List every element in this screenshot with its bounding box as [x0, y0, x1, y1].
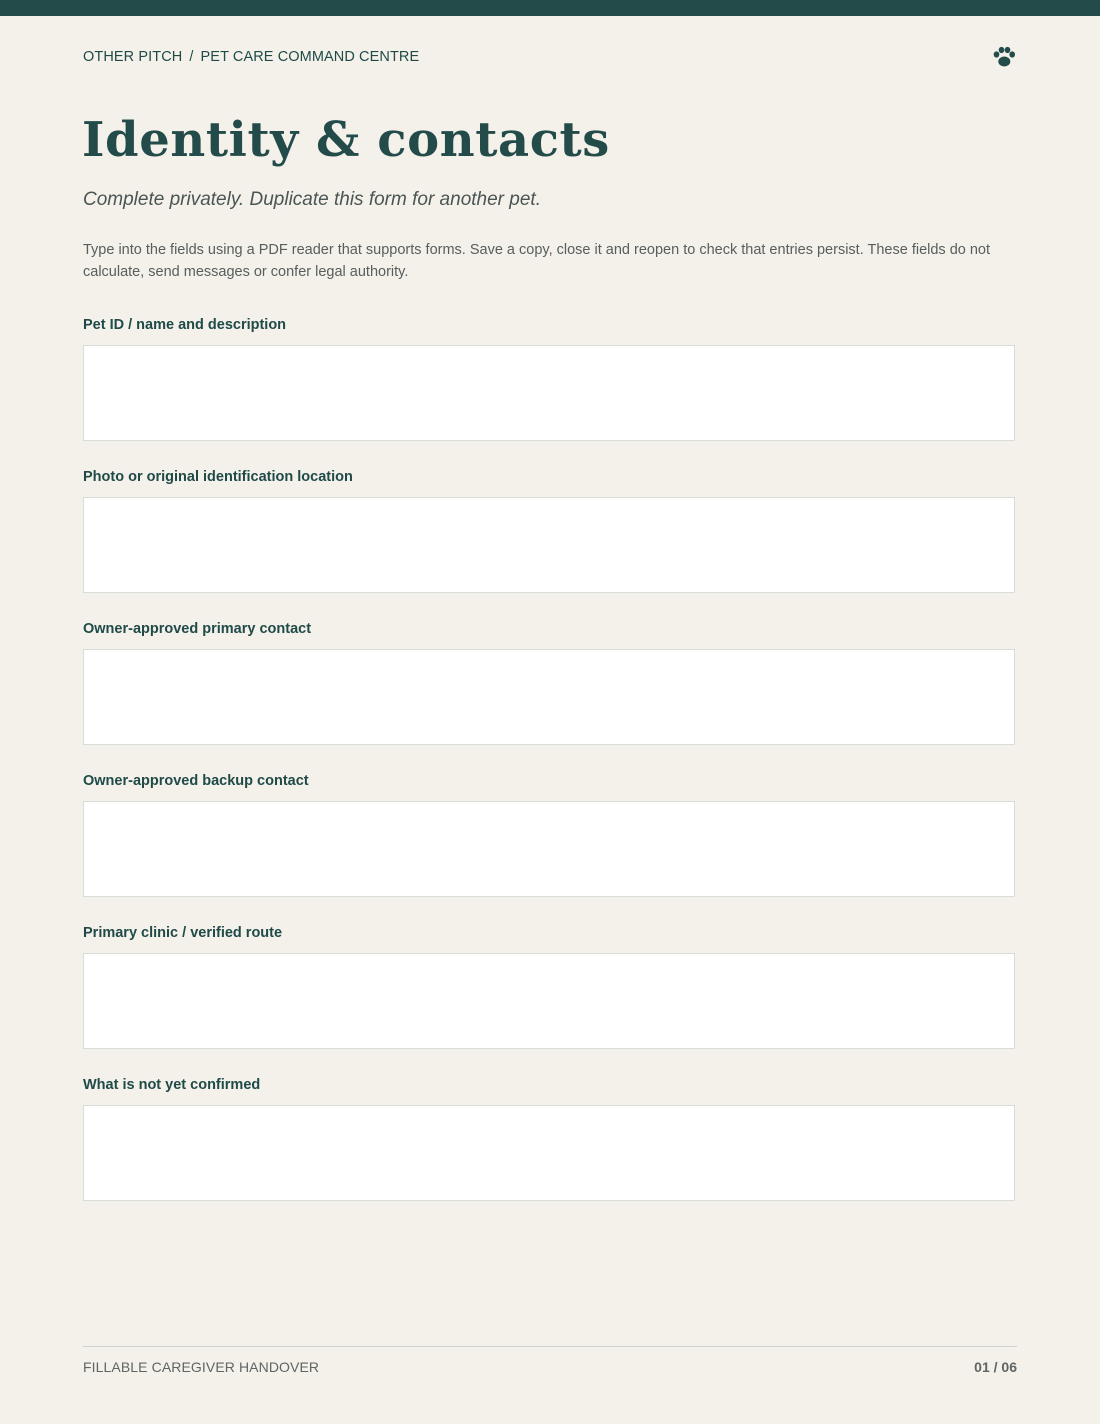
- primary-clinic-input[interactable]: [83, 953, 1015, 1049]
- field-label: Primary clinic / verified route: [83, 925, 283, 941]
- field-pet-id: [83, 315, 1017, 335]
- breadcrumb-item-pet-care-command-centre: PET CARE COMMAND CENTRE: [200, 49, 420, 65]
- field-label: Owner-approved primary contact: [83, 621, 312, 637]
- backup-contact-input[interactable]: [83, 801, 1015, 897]
- field-label: Photo or original identification location: [83, 469, 353, 485]
- page-number: 01 / 06: [974, 1359, 1017, 1375]
- pet-id-input[interactable]: [83, 345, 1015, 441]
- field-primary-contact: [83, 619, 1017, 639]
- field-photo-location: [83, 467, 1017, 487]
- paw-icon: [991, 46, 1017, 68]
- intro-text: Type into the fields using a PDF reader that supports forms. Save a copy, close it and reopen to check that entries persist. These fields do not calculate, send messages or confer legal authority.: [83, 242, 991, 280]
- footer-divider: [83, 1346, 1017, 1347]
- breadcrumb: [83, 49, 419, 65]
- field-label: Owner-approved backup contact: [83, 773, 309, 789]
- top-accent-bar: [0, 0, 1100, 16]
- field-label: Pet ID / name and description: [83, 317, 287, 333]
- page-title: Identity & contacts: [82, 112, 610, 168]
- breadcrumb-item-other-pitch: OTHER PITCH: [83, 49, 183, 65]
- field-label: What is not yet confirmed: [83, 1077, 261, 1093]
- not-confirmed-input[interactable]: [83, 1105, 1015, 1201]
- page-header: [83, 46, 1017, 68]
- footer-document-title: FILLABLE CAREGIVER HANDOVER: [83, 1359, 320, 1375]
- breadcrumb-separator: /: [189, 49, 194, 65]
- photo-location-input[interactable]: [83, 497, 1015, 593]
- page-subtitle: Complete privately. Duplicate this form for another pet.: [83, 189, 541, 210]
- field-not-confirmed: [83, 1075, 1017, 1095]
- primary-contact-input[interactable]: [83, 649, 1015, 745]
- field-primary-clinic: [83, 923, 1017, 943]
- field-backup-contact: [83, 771, 1017, 791]
